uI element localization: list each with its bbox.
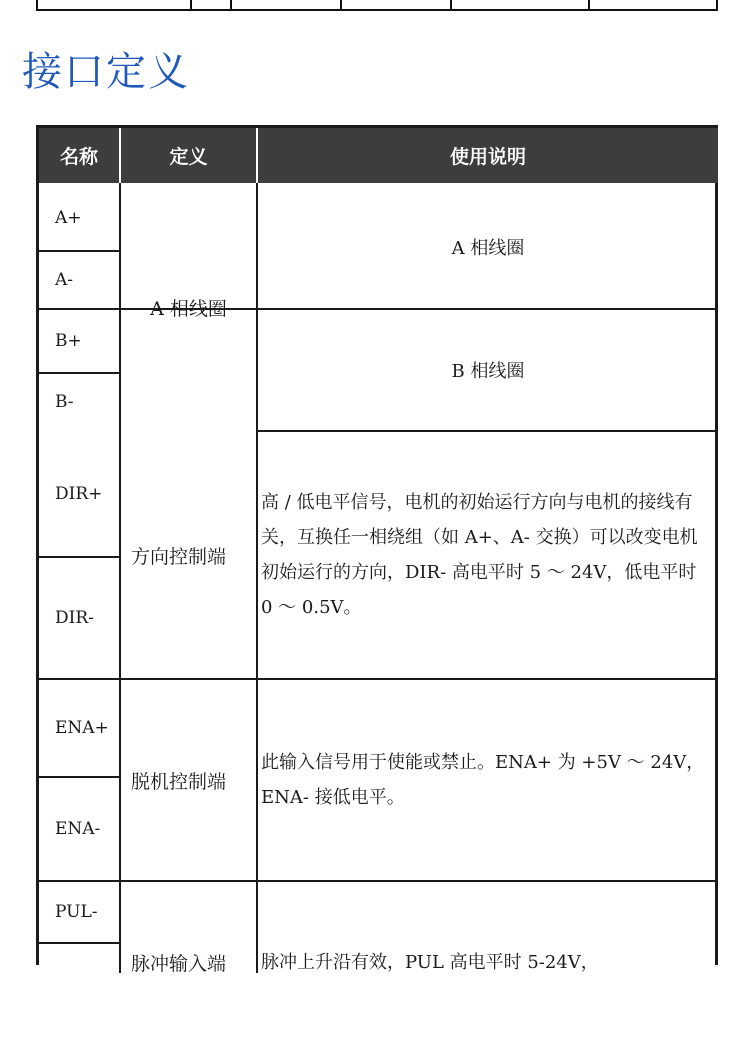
section-title: 接口定义 — [22, 49, 190, 95]
name-cell: DIR+ — [55, 484, 103, 504]
description-cell: 脉冲上升沿有效，PUL 高电平时 5-24V， — [261, 951, 599, 973]
definition-cell: 脉冲输入端 — [131, 952, 227, 975]
row-divider — [39, 128, 718, 130]
table-divider — [230, 0, 232, 9]
name-cell: PUL- — [55, 902, 98, 922]
name-cell: A- — [55, 270, 74, 290]
name-cell: ENA+ — [55, 718, 109, 738]
name-cell: ENA- — [55, 819, 101, 839]
description-cell: 此输入信号用于使能或禁止。ENA+ 为 +5V ～ 24V，ENA- 接低电平。 — [261, 752, 705, 808]
header-definition: 定义 — [121, 128, 256, 183]
row-divider — [39, 942, 119, 944]
interface-table — [36, 125, 718, 975]
name-cell: B+ — [55, 331, 82, 351]
description-cell: 高 / 低电平信号，电机的初始运行方向与电机的接线有关，互换任一相绕组（如 A+、A- 交换）可以改变电机初始运行的方向，DIR- 高电平时 5 ～ 24V，低电平时 0 ～ 0.5V。 — [261, 492, 698, 618]
table-divider — [588, 0, 590, 9]
table-divider — [190, 0, 192, 9]
definition-cell: 脱机控制端 — [131, 770, 227, 793]
name-cell: B- — [55, 392, 74, 412]
previous-table-bottom — [36, 0, 718, 11]
description-cell: A 相线圈 — [451, 237, 525, 259]
definition-cell: 方向控制端 — [131, 545, 227, 568]
name-cell: DIR- — [55, 608, 94, 628]
description-cell: B 相线圈 — [451, 361, 525, 382]
name-cell: A+ — [55, 207, 82, 228]
table-divider — [450, 0, 452, 9]
table-divider — [340, 0, 342, 9]
header-name: 名称 — [39, 128, 119, 183]
header-usage: 使用说明 — [258, 128, 718, 183]
definition-cell: A 相线圈 — [150, 298, 227, 320]
